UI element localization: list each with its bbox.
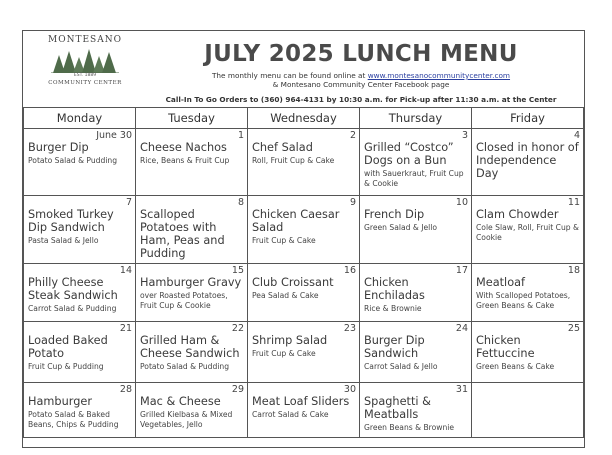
day-cell — [136, 322, 248, 383]
dish-name: Chicken Fettuccine — [476, 334, 535, 360]
day-cell — [24, 129, 136, 196]
dish-name: Chicken Enchiladas — [364, 276, 425, 302]
week-row — [24, 383, 584, 438]
side-items: Potato Salad & Baked Beans, Chips & Pudding — [28, 410, 119, 429]
day-number: 1 — [237, 130, 244, 141]
day-number: 2 — [349, 130, 356, 141]
day-header-thursday: Thursday — [360, 108, 472, 129]
day-cell — [360, 383, 472, 438]
day-header-tuesday: Tuesday — [136, 108, 248, 129]
website-link[interactable]: www.montesanocommunitycenter.com — [367, 71, 511, 80]
day-number: 17 — [455, 265, 468, 276]
day-cell — [136, 264, 248, 322]
dish-name: Smoked Turkey Dip Sandwich — [28, 208, 114, 234]
week-row — [24, 322, 584, 383]
day-number: 16 — [343, 265, 356, 276]
menu-calendar — [23, 107, 584, 438]
side-items: Pasta Salad & Jello — [28, 236, 99, 245]
day-number: 18 — [567, 265, 580, 276]
page-title: JULY 2025 LUNCH MENU — [204, 41, 518, 67]
day-header-monday: Monday — [24, 108, 136, 129]
week-row — [24, 196, 584, 264]
side-items: Potato Salad & Pudding — [28, 156, 118, 165]
side-items: Rice & Brownie — [364, 304, 422, 313]
dish-name: Burger Dip Sandwich — [364, 334, 425, 360]
day-cell — [472, 129, 584, 196]
side-items: Pea Salad & Cake — [252, 291, 319, 300]
side-items: Grilled Kielbasa & Mixed Vegetables, Jello — [140, 410, 233, 429]
day-number: 31 — [455, 384, 468, 395]
dish-name: Scalloped Potatoes with Ham, Peas and Pudding — [140, 208, 225, 260]
day-header-friday: Friday — [472, 108, 584, 129]
day-number: 9 — [349, 197, 356, 208]
side-items: Rice, Beans & Fruit Cup — [140, 156, 230, 165]
community-center-logo — [39, 35, 131, 93]
day-number: 25 — [567, 323, 580, 334]
side-items: Cole Slaw, Roll, Fruit Cup & Cookie — [476, 223, 579, 242]
day-number: June 30 — [96, 130, 132, 141]
weekday-header-row — [24, 108, 584, 129]
day-number: 22 — [231, 323, 244, 334]
side-items: Carrot Salad & Jello — [364, 362, 438, 371]
week-row — [24, 129, 584, 196]
dish-name: Club Croissant — [252, 276, 334, 289]
pine-trees-icon — [49, 49, 121, 73]
website-info — [141, 71, 581, 80]
dish-name: Mac & Cheese — [140, 395, 221, 408]
dish-name: Shrimp Salad — [252, 334, 328, 347]
day-number: 4 — [573, 130, 580, 141]
logo-top-text: MONTESANO — [48, 35, 122, 45]
side-items: Carrot Salad & Pudding — [28, 304, 117, 313]
day-cell — [360, 196, 472, 264]
dish-name: Chicken Caesar Salad — [252, 208, 340, 234]
day-cell — [136, 383, 248, 438]
side-items: Green Beans & Brownie — [364, 423, 455, 432]
day-cell — [248, 322, 360, 383]
day-number: 7 — [125, 197, 132, 208]
day-cell — [248, 129, 360, 196]
logo-bottom-text: COMMUNITY CENTER — [48, 80, 122, 86]
dish-name: Hamburger — [28, 395, 92, 408]
day-number: 28 — [119, 384, 132, 395]
day-number: 23 — [343, 323, 356, 334]
header — [23, 31, 583, 103]
day-cell — [24, 322, 136, 383]
dish-name: Cheese Nachos — [140, 141, 227, 154]
day-number: 21 — [119, 323, 132, 334]
day-number: 14 — [119, 265, 132, 276]
day-cell — [24, 196, 136, 264]
day-cell — [360, 264, 472, 322]
dish-name: Hamburger Gravy — [140, 276, 242, 289]
day-cell — [472, 322, 584, 383]
side-items: over Roasted Potatoes, Fruit Cup & Cookie — [140, 291, 228, 310]
dish-name: Philly Cheese Steak Sandwich — [28, 276, 118, 302]
side-items: with Sauerkraut, Fruit Cup & Cookie — [364, 169, 464, 188]
side-items: With Scalloped Potatoes, Green Beans & Cake — [476, 291, 571, 310]
day-cell — [248, 383, 360, 438]
side-items: Carrot Salad & Cake — [252, 410, 329, 419]
dish-name: Meatloaf — [476, 276, 525, 289]
facebook-info: & Montesano Community Center Facebook page — [272, 80, 450, 89]
day-cell — [136, 129, 248, 196]
dish-name: Grilled “Costco” Dogs on a Bun — [364, 141, 454, 167]
side-items: Fruit Cup & Cake — [252, 349, 316, 358]
side-items: Green Beans & Cake — [476, 362, 555, 371]
dish-name: Grilled Ham & Cheese Sandwich — [140, 334, 240, 360]
day-cell — [472, 196, 584, 264]
day-number: 11 — [567, 197, 580, 208]
dish-name: Meat Loaf Sliders — [252, 395, 350, 408]
empty-day-cell — [472, 383, 584, 438]
dish-name: Burger Dip — [28, 141, 89, 154]
day-number: 15 — [231, 265, 244, 276]
week-row — [24, 264, 584, 322]
day-cell — [136, 196, 248, 264]
dish-name: Closed in honor of Independence Day — [476, 141, 579, 180]
day-number: 10 — [455, 197, 468, 208]
side-items: Roll, Fruit Cup & Cake — [252, 156, 335, 165]
day-number: 29 — [231, 384, 244, 395]
day-cell — [248, 264, 360, 322]
dish-name: French Dip — [364, 208, 425, 221]
call-in-info: Call-In To Go Orders to (360) 964-4131 by 10:30 a.m. for Pick-up after 11:30 a.m. at the Center — [165, 95, 557, 104]
dish-name: Chef Salad — [252, 141, 313, 154]
side-items: Potato Salad & Pudding — [140, 362, 230, 371]
dish-name: Spaghetti & Meatballs — [364, 395, 431, 421]
day-number: 8 — [237, 197, 244, 208]
menu-sheet — [22, 30, 585, 448]
day-cell — [248, 196, 360, 264]
day-cell — [472, 264, 584, 322]
day-cell — [360, 129, 472, 196]
side-items: Fruit Cup & Cake — [252, 236, 316, 245]
day-number: 3 — [461, 130, 468, 141]
day-cell — [24, 383, 136, 438]
logo-est-text: EST. 1889 — [73, 73, 97, 78]
day-cell — [360, 322, 472, 383]
day-header-wednesday: Wednesday — [248, 108, 360, 129]
dish-name: Loaded Baked Potato — [28, 334, 108, 360]
website-info-prefix: The monthly menu can be found online at — [211, 71, 368, 80]
day-number: 24 — [455, 323, 468, 334]
side-items: Green Salad & Jello — [364, 223, 437, 232]
day-cell — [24, 264, 136, 322]
day-number: 30 — [343, 384, 356, 395]
side-items: Fruit Cup & Pudding — [28, 362, 104, 371]
dish-name: Clam Chowder — [476, 208, 559, 221]
